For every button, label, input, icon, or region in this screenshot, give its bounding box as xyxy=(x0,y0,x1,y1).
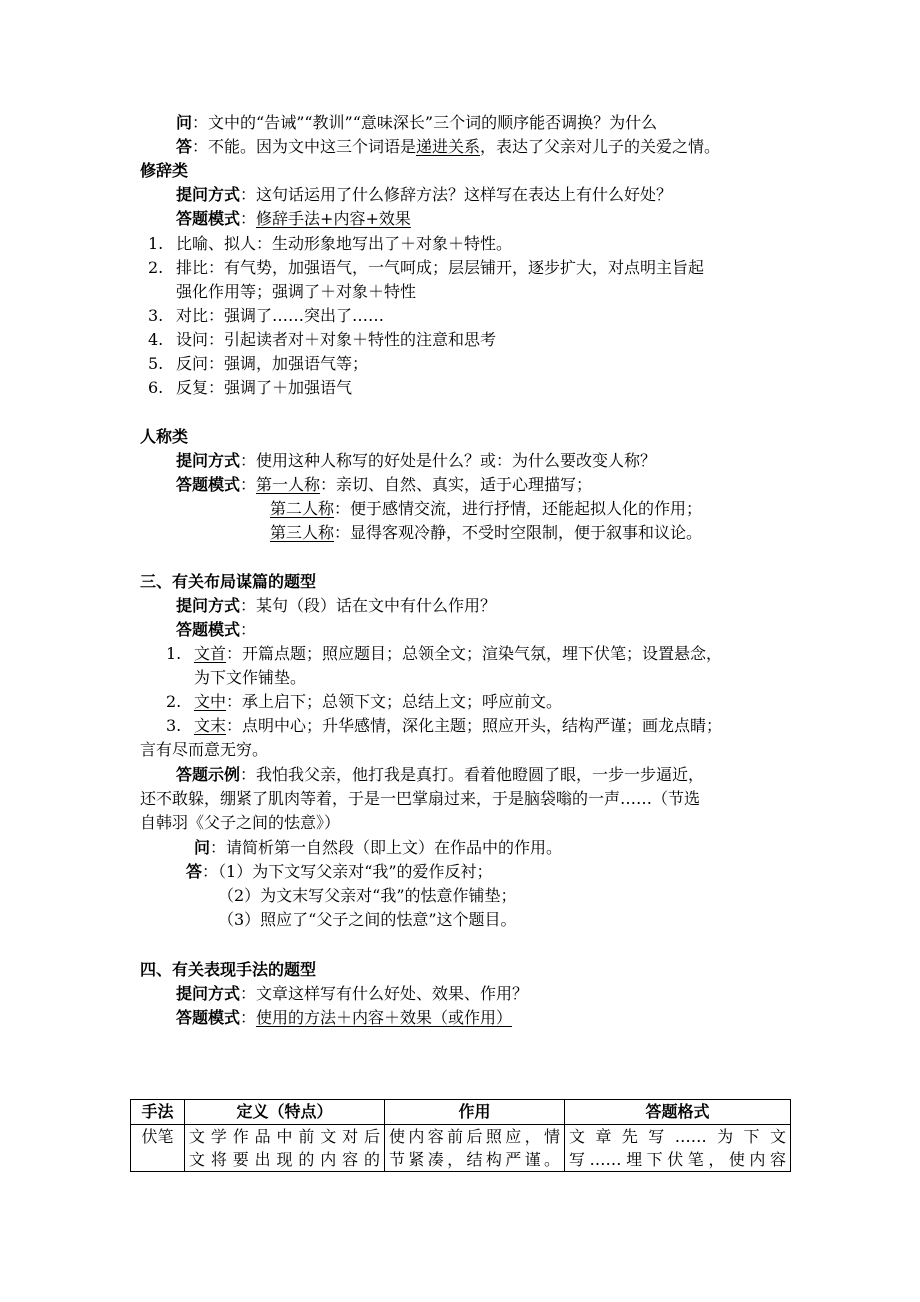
list-item: 对比：强调了……突出了…… xyxy=(176,306,385,325)
answer-label: 答 xyxy=(186,862,203,881)
list-item-number: 2. xyxy=(148,258,164,277)
list-item: 反问：强调，加强语气等； xyxy=(176,354,369,373)
section-heading-four: 四、有关表现手法的题型 xyxy=(140,960,317,979)
answer-line: （3）照应了“父子之间的怯意”这个题目。 xyxy=(218,910,517,929)
list-item xyxy=(194,714,722,738)
answer-mode-line-renchen xyxy=(176,473,592,497)
list-item xyxy=(194,690,562,714)
person-line xyxy=(270,497,702,521)
table-cell xyxy=(185,1125,385,1172)
ask-label: 提问方式 xyxy=(176,596,241,615)
answer-mode-text: 修辞手法+内容+效果 xyxy=(256,209,411,228)
answer-label: 答 xyxy=(176,137,193,156)
list-item-number: 1. xyxy=(148,234,164,253)
answer-text: ：（1）为下文写父亲对“我”的爱作反衬； xyxy=(202,862,493,881)
list-item-continuation: 强化作用等；强调了＋对象＋特性 xyxy=(176,282,417,301)
table-cell-line: 文学作品中前文对后 xyxy=(189,1127,380,1146)
table-cell-line: 节紧凑，结构严谨。 xyxy=(389,1150,560,1169)
list-item-number: 5. xyxy=(148,354,164,373)
list-item-continuation: 言有尽而意无穷。 xyxy=(140,740,269,759)
person-name: 第三人称 xyxy=(270,523,335,542)
technique-table xyxy=(130,1099,791,1172)
answer-mode-colon: ： xyxy=(240,1008,257,1027)
ask-label: 提问方式 xyxy=(176,451,241,470)
person-text: ：便于感情交流，进行抒情，还能起拟人化的作用； xyxy=(334,499,703,518)
table-header: 作用 xyxy=(385,1100,565,1125)
list-item-key: 文首 xyxy=(194,644,227,663)
list-item-number: 4. xyxy=(148,330,164,349)
section-heading-renchen: 人称类 xyxy=(140,427,189,446)
question-label: 问 xyxy=(194,838,211,857)
question-text: ：文中的“告诫”“教训”“意味深长”三个词的顺序能否调换？为什么 xyxy=(192,113,658,132)
person-line xyxy=(270,521,702,545)
answer-text-2: ，表达了父亲对儿子的关爱之情。 xyxy=(480,137,721,156)
section-heading-three: 三、有关布局谋篇的题型 xyxy=(140,572,317,591)
question-line xyxy=(176,111,657,135)
list-item-text: ：开篇点题；照应题目；总领全文；渲染气氛，埋下伏笔；设置悬念， xyxy=(226,644,723,663)
list-item xyxy=(194,642,722,666)
answer-mode-colon: ： xyxy=(240,475,257,494)
example-text-line: 还不敢躲，绷紧了肌肉等着，于是一巴掌扇过来，于是脑袋嗡的一声……（节选 xyxy=(140,789,701,808)
list-item: 设问：引起读者对＋对象＋特性的注意和思考 xyxy=(176,330,497,349)
answer-mode-label: 答题模式 xyxy=(176,475,241,494)
list-item-continuation: 为下文作铺垫。 xyxy=(194,668,307,687)
answer-mode-label: 答题模式 xyxy=(176,209,241,228)
question-line xyxy=(194,836,562,860)
ask-text: ：文章这样写有什么好处、效果、作用？ xyxy=(240,984,529,1003)
list-item: 反复：强调了＋加强语气 xyxy=(176,378,353,397)
table-cell-line: 使内容前后照应，情 xyxy=(389,1127,560,1146)
table-cell-line: 写……埋下伏笔，使内容 xyxy=(569,1150,786,1169)
person-text: ：亲切、自然、真实，适于心理描写； xyxy=(320,475,593,494)
answer-line xyxy=(186,860,493,884)
answer-mode-text: 使用的方法＋内容＋效果（或作用） xyxy=(256,1008,513,1027)
ask-text: ：某句（段）话在文中有什么作用？ xyxy=(240,596,497,615)
ask-line-four xyxy=(176,982,528,1006)
table-header: 手法 xyxy=(131,1100,185,1125)
ask-label: 提问方式 xyxy=(176,984,241,1003)
table-header-row xyxy=(131,1100,791,1125)
example-text-line: 自韩羽《父子之间的怯意》） xyxy=(140,813,341,832)
list-item-key: 文中 xyxy=(194,692,227,711)
list-item-text: ：点明中心；升华感情，深化主题；照应开头，结构严谨；画龙点睛； xyxy=(226,716,723,735)
answer-text-1: ：不能。因为文中这三个词语是 xyxy=(192,137,417,156)
list-item-number: 1. xyxy=(166,644,182,663)
table-cell-line: 文将要出现的内容的 xyxy=(189,1150,380,1169)
person-name: 第一人称 xyxy=(256,475,321,494)
example-line xyxy=(176,763,704,787)
list-item: 排比：有气势，加强语气，一气呵成；层层铺开，逐步扩大，对点明主旨起 xyxy=(176,258,705,277)
table-cell: 伏笔 xyxy=(131,1125,185,1172)
list-item-number: 2. xyxy=(166,692,182,711)
ask-text: ：使用这种人称写的好处是什么？或：为什么要改变人称？ xyxy=(240,451,657,470)
table-cell-line: 文章先写……为下文 xyxy=(569,1127,786,1146)
question-label: 问 xyxy=(176,113,193,132)
ask-label: 提问方式 xyxy=(176,185,241,204)
list-item: 比喻、拟人：生动形象地写出了＋对象＋特性。 xyxy=(176,234,513,253)
list-item-number: 3. xyxy=(148,306,164,325)
answer-mode-label: 答题模式 xyxy=(176,620,241,639)
ask-line-renchen xyxy=(176,449,656,473)
question-text: ：请简析第一自然段（即上文）在作品中的作用。 xyxy=(210,838,563,857)
answer-mode-colon: ： xyxy=(240,209,257,228)
list-item-number: 6. xyxy=(148,378,164,397)
answer-mode-line-xiuci xyxy=(176,207,411,231)
table-cell xyxy=(565,1125,791,1172)
answer-mode-colon: ： xyxy=(240,620,257,639)
list-item-key: 文末 xyxy=(194,716,227,735)
answer-underlined: 递进关系 xyxy=(416,137,481,156)
person-name: 第二人称 xyxy=(270,499,335,518)
example-text: ：我怕我父亲，他打我是真打。看着他瞪圆了眼，一步一步逼近， xyxy=(240,765,705,784)
answer-line: （2）为文末写父亲对“我”的怯意作铺垫； xyxy=(218,886,517,905)
table-cell xyxy=(385,1125,565,1172)
ask-line-three xyxy=(176,594,496,618)
example-label: 答题示例 xyxy=(176,765,241,784)
answer-mode-line-four xyxy=(176,1006,512,1030)
person-text: ：显得客观冷静，不受时空限制，便于叙事和议论。 xyxy=(334,523,703,542)
answer-line xyxy=(176,135,720,159)
table-row xyxy=(131,1125,791,1172)
list-item-number: 3. xyxy=(166,716,182,735)
answer-mode-label: 答题模式 xyxy=(176,1008,241,1027)
table-header: 定义（特点） xyxy=(185,1100,385,1125)
table-header: 答题格式 xyxy=(565,1100,791,1125)
ask-text: ：这句话运用了什么修辞方法？这样写在表达上有什么好处？ xyxy=(240,185,673,204)
answer-mode-line-three xyxy=(176,618,256,642)
ask-line-xiuci xyxy=(176,183,672,207)
section-heading-xiuci: 修辞类 xyxy=(140,161,189,180)
list-item-text: ：承上启下；总领下文；总结上文；呼应前文。 xyxy=(226,692,563,711)
